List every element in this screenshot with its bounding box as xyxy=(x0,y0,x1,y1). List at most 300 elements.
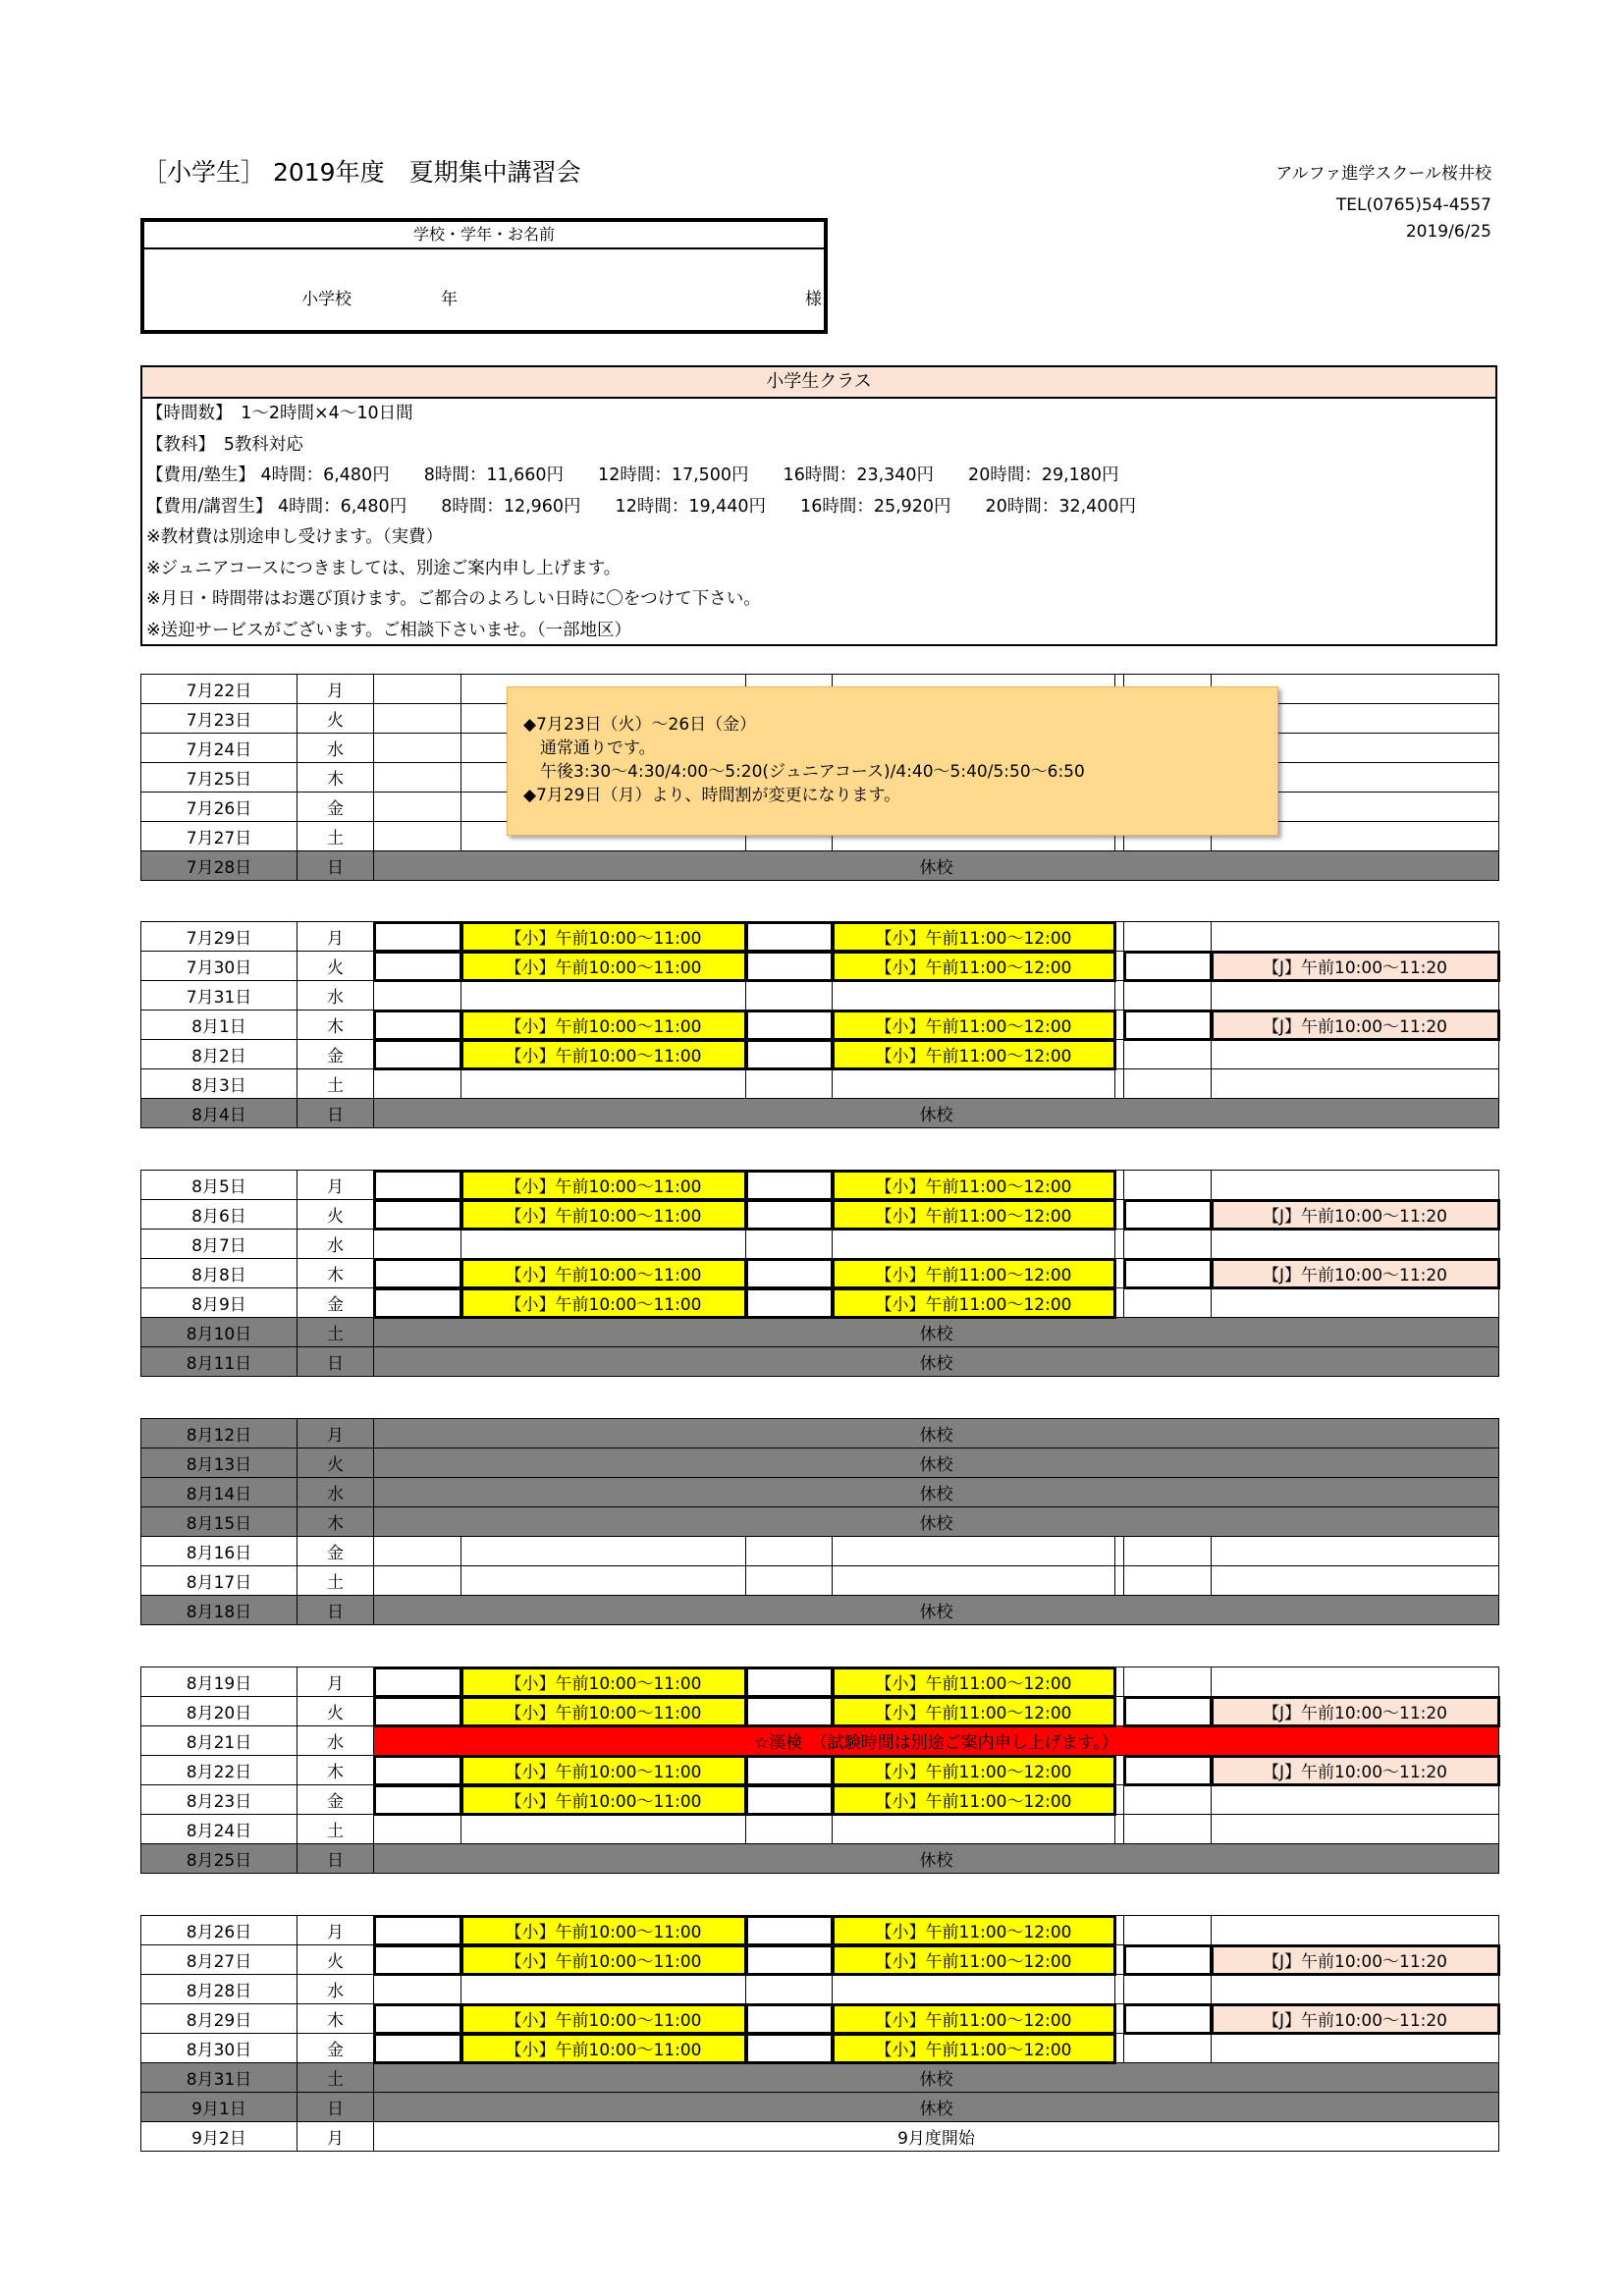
spacer-cell xyxy=(1115,981,1124,1011)
date-cell: 8月21日 xyxy=(141,1726,298,1756)
weekday-cell: 月 xyxy=(298,1171,374,1200)
slot-b-cell[interactable]: 【小】午前11:00～12:00 xyxy=(833,1011,1115,1040)
slot-a-cell[interactable]: 【小】午前10:00～11:00 xyxy=(461,1040,746,1069)
date-cell: 7月28日 xyxy=(141,851,298,881)
slot-j-cell[interactable] xyxy=(1212,1537,1499,1566)
date-cell: 7月22日 xyxy=(141,675,298,704)
slot-j-mark-cell[interactable] xyxy=(1124,1785,1212,1815)
table-row[interactable] xyxy=(141,2093,1499,2122)
slot-a-mark-cell[interactable] xyxy=(374,2004,461,2034)
slot-a-mark-cell[interactable] xyxy=(374,1667,461,1697)
slot-j-mark-cell[interactable] xyxy=(1124,1259,1212,1288)
slot-a-mark-cell[interactable] xyxy=(374,1040,461,1069)
weekday-cell: 月 xyxy=(298,675,374,704)
date-cell: 8月31日 xyxy=(141,2063,298,2093)
date-cell: 8月26日 xyxy=(141,1916,298,1945)
class-info-box xyxy=(140,365,1497,646)
slot-j-cell[interactable]: 【J】午前10:00～11:20 xyxy=(1212,1200,1499,1230)
date-cell: 7月31日 xyxy=(141,981,298,1011)
slot-j-cell[interactable] xyxy=(1212,1230,1499,1259)
slot-b-mark-cell[interactable] xyxy=(746,1916,833,1945)
table-row[interactable] xyxy=(141,1975,1499,2004)
slot-a-cell[interactable]: 【小】午前10:00～11:00 xyxy=(461,1259,746,1288)
slot-b-mark-cell[interactable] xyxy=(746,1785,833,1815)
weekday-cell: 日 xyxy=(298,1099,374,1128)
slot-b-cell[interactable]: 【小】午前11:00～12:00 xyxy=(833,1697,1115,1726)
slot-a-cell[interactable]: 【小】午前10:00～11:00 xyxy=(461,2004,746,2034)
spacer-cell xyxy=(1115,952,1124,981)
slot-j-mark-cell[interactable] xyxy=(1124,2034,1212,2063)
slot-j-mark-cell[interactable] xyxy=(1124,1040,1212,1069)
weekday-cell: 木 xyxy=(298,763,374,793)
slot-a-cell[interactable]: 【小】午前10:00～11:00 xyxy=(461,2034,746,2063)
slot-j-mark-cell[interactable] xyxy=(1124,1667,1212,1697)
slot-b-mark-cell[interactable] xyxy=(746,1815,833,1844)
slot-b-mark-cell[interactable] xyxy=(746,1200,833,1230)
slot-b-cell[interactable]: 【小】午前11:00～12:00 xyxy=(833,1288,1115,1318)
slot-a-cell[interactable] xyxy=(461,1566,746,1596)
slot-b-mark-cell[interactable] xyxy=(746,1040,833,1069)
slot-j-cell[interactable] xyxy=(1212,1975,1499,2004)
weekday-cell: 日 xyxy=(298,1347,374,1377)
spacer-cell xyxy=(1115,1200,1124,1230)
closed-cell: 休校 xyxy=(374,2093,1499,2122)
date-cell: 8月1日 xyxy=(141,1011,298,1040)
slot-a-mark-cell[interactable] xyxy=(374,1069,461,1099)
table-row[interactable] xyxy=(141,1200,1499,1230)
slot-a-mark-cell[interactable] xyxy=(374,1697,461,1726)
table-row[interactable] xyxy=(141,1171,1499,1200)
table-row[interactable] xyxy=(141,1288,1499,1318)
slot-b-cell[interactable] xyxy=(833,1815,1115,1844)
date-cell: 8月22日 xyxy=(141,1756,298,1785)
slot-j-mark-cell[interactable] xyxy=(1124,2004,1212,2034)
slot-j-mark-cell[interactable] xyxy=(1124,1916,1212,1945)
table-row[interactable] xyxy=(141,1537,1499,1566)
weekday-cell: 月 xyxy=(298,2122,374,2152)
slot-a-mark-cell[interactable] xyxy=(374,822,461,851)
slot-a-mark-cell[interactable] xyxy=(374,1916,461,1945)
table-row[interactable] xyxy=(141,851,1499,881)
date-cell: 8月3日 xyxy=(141,1069,298,1099)
slot-b-cell[interactable]: 【小】午前11:00～12:00 xyxy=(833,2004,1115,2034)
table-row[interactable] xyxy=(141,1844,1499,1874)
spacer-cell xyxy=(1115,1667,1124,1697)
slot-j-cell[interactable]: 【J】午前10:00～11:20 xyxy=(1212,1697,1499,1726)
table-row[interactable] xyxy=(141,1040,1499,1069)
date-cell: 8月14日 xyxy=(141,1478,298,1507)
slot-j-mark-cell[interactable] xyxy=(1124,1288,1212,1318)
weekday-cell: 火 xyxy=(298,1945,374,1975)
table-row[interactable] xyxy=(141,1318,1499,1347)
slot-a-cell[interactable]: 【小】午前10:00～11:00 xyxy=(461,1011,746,1040)
schedule-table xyxy=(140,921,1499,1128)
slot-b-mark-cell[interactable] xyxy=(746,1697,833,1726)
date-cell: 8月25日 xyxy=(141,1844,298,1874)
slot-b-cell[interactable] xyxy=(833,1975,1115,2004)
date-cell: 8月27日 xyxy=(141,1945,298,1975)
slot-a-cell[interactable]: 【小】午前10:00～11:00 xyxy=(461,952,746,981)
date-cell: 7月26日 xyxy=(141,793,298,822)
spacer-cell xyxy=(1115,1916,1124,1945)
class-info-heading: 小学生クラス xyxy=(142,367,1495,399)
table-row[interactable] xyxy=(141,1419,1499,1449)
table-row[interactable] xyxy=(141,1785,1499,1815)
slot-b-cell[interactable] xyxy=(833,1069,1115,1099)
slot-b-mark-cell[interactable] xyxy=(746,1171,833,1200)
slot-a-mark-cell[interactable] xyxy=(374,1756,461,1785)
table-row[interactable] xyxy=(141,981,1499,1011)
slot-b-cell[interactable]: 【小】午前11:00～12:00 xyxy=(833,1916,1115,1945)
weekday-cell: 木 xyxy=(298,1756,374,1785)
closed-cell: 休校 xyxy=(374,1596,1499,1625)
slot-j-mark-cell[interactable] xyxy=(1124,1975,1212,2004)
slot-a-mark-cell[interactable] xyxy=(374,952,461,981)
table-row[interactable] xyxy=(141,1230,1499,1259)
slot-b-mark-cell[interactable] xyxy=(746,1975,833,2004)
slot-b-mark-cell[interactable] xyxy=(746,981,833,1011)
slot-j-mark-cell[interactable] xyxy=(1124,952,1212,981)
slot-a-mark-cell[interactable] xyxy=(374,1537,461,1566)
slot-a-cell[interactable]: 【小】午前10:00～11:00 xyxy=(461,1945,746,1975)
slot-b-mark-cell[interactable] xyxy=(746,1230,833,1259)
table-row[interactable] xyxy=(141,1478,1499,1507)
table-row[interactable] xyxy=(141,952,1499,981)
slot-j-cell[interactable]: 【J】午前10:00～11:20 xyxy=(1212,1011,1499,1040)
spacer-cell xyxy=(1115,922,1124,952)
date-cell: 9月2日 xyxy=(141,2122,298,2152)
table-row[interactable] xyxy=(141,1697,1499,1726)
slot-a-mark-cell[interactable] xyxy=(374,1288,461,1318)
spacer-cell xyxy=(1115,1975,1124,2004)
slot-j-mark-cell[interactable] xyxy=(1124,1566,1212,1596)
spacer-cell xyxy=(1115,1040,1124,1069)
date-cell: 7月30日 xyxy=(141,952,298,981)
weekday-cell: 木 xyxy=(298,2004,374,2034)
date-cell: 9月1日 xyxy=(141,2093,298,2122)
closed-cell: 休校 xyxy=(374,1099,1499,1128)
slot-b-mark-cell[interactable] xyxy=(746,1537,833,1566)
table-row[interactable] xyxy=(141,1815,1499,1844)
slot-b-mark-cell[interactable] xyxy=(746,1945,833,1975)
spacer-cell xyxy=(1115,2034,1124,2063)
slot-a-mark-cell[interactable] xyxy=(374,1945,461,1975)
table-row[interactable] xyxy=(141,1756,1499,1785)
slot-b-mark-cell[interactable] xyxy=(746,2004,833,2034)
weekday-cell: 土 xyxy=(298,1069,374,1099)
slot-j-cell[interactable] xyxy=(1212,1040,1499,1069)
weekday-cell: 土 xyxy=(298,822,374,851)
schedule-note xyxy=(507,686,1278,836)
table-row[interactable] xyxy=(141,1069,1499,1099)
note-line: 午後3:30～4:30/4:00～5:20(ジュニアコース)/4:40～5:40/5:50～6:50 xyxy=(523,762,1085,782)
school-tel: TEL(0765)54-4557 xyxy=(1335,195,1491,215)
weekday-cell: 金 xyxy=(298,1537,374,1566)
date-cell: 8月12日 xyxy=(141,1419,298,1449)
spacer-cell xyxy=(1115,1566,1124,1596)
table-row[interactable] xyxy=(141,922,1499,952)
slot-b-cell[interactable]: 【小】午前11:00～12:00 xyxy=(833,1785,1115,1815)
slot-b-mark-cell[interactable] xyxy=(746,1011,833,1040)
slot-j-cell[interactable]: 【J】午前10:00～11:20 xyxy=(1212,1756,1499,1785)
table-row[interactable] xyxy=(141,1945,1499,1975)
slot-j-mark-cell[interactable] xyxy=(1124,1945,1212,1975)
slot-j-cell[interactable]: 【J】午前10:00～11:20 xyxy=(1212,1259,1499,1288)
spacer-cell xyxy=(1115,1537,1124,1566)
weekday-cell: 火 xyxy=(298,952,374,981)
slot-j-cell[interactable]: 【J】午前10:00～11:20 xyxy=(1212,952,1499,981)
spacer-cell xyxy=(1115,2004,1124,2034)
weekday-cell: 水 xyxy=(298,1478,374,1507)
slot-j-cell[interactable] xyxy=(1212,1916,1499,1945)
date-cell: 8月29日 xyxy=(141,2004,298,2034)
date-cell: 8月30日 xyxy=(141,2034,298,2063)
weekday-cell: 木 xyxy=(298,1507,374,1537)
closed-cell: 休校 xyxy=(374,1347,1499,1377)
spacer-cell xyxy=(1115,1815,1124,1844)
slot-j-mark-cell[interactable] xyxy=(1124,1756,1212,1785)
slot-a-cell[interactable]: 【小】午前10:00～11:00 xyxy=(461,1697,746,1726)
slot-b-mark-cell[interactable] xyxy=(746,1069,833,1099)
slot-b-cell[interactable]: 【小】午前11:00～12:00 xyxy=(833,952,1115,981)
slot-a-cell[interactable]: 【小】午前10:00～11:00 xyxy=(461,1200,746,1230)
class-info-line: 【費用/塾生】 4時間：6,480円 8時間：11,660円 12時間：17,500円 16時間：23,340円 20時間：29,180円 xyxy=(146,465,1119,485)
slot-a-mark-cell[interactable] xyxy=(374,1171,461,1200)
slot-j-cell[interactable] xyxy=(1212,1171,1499,1200)
spacer-cell xyxy=(1115,1171,1124,1200)
slot-b-cell[interactable]: 【小】午前11:00～12:00 xyxy=(833,1040,1115,1069)
date-cell: 8月10日 xyxy=(141,1318,298,1347)
slot-b-cell[interactable]: 【小】午前11:00～12:00 xyxy=(833,1200,1115,1230)
slot-a-cell[interactable]: 【小】午前10:00～11:00 xyxy=(461,922,746,952)
name-box[interactable] xyxy=(140,218,828,334)
slot-a-mark-cell[interactable] xyxy=(374,922,461,952)
weekday-cell: 水 xyxy=(298,981,374,1011)
slot-j-mark-cell[interactable] xyxy=(1124,981,1212,1011)
slot-j-cell[interactable] xyxy=(1212,1288,1499,1318)
slot-a-mark-cell[interactable] xyxy=(374,1011,461,1040)
slot-b-cell[interactable]: 【小】午前11:00～12:00 xyxy=(833,1171,1115,1200)
slot-b-cell[interactable] xyxy=(833,1566,1115,1596)
spacer-cell xyxy=(1115,1697,1124,1726)
slot-b-cell[interactable]: 【小】午前11:00～12:00 xyxy=(833,1756,1115,1785)
weekday-cell: 日 xyxy=(298,2093,374,2122)
grade-label: 年 xyxy=(441,290,458,309)
slot-j-cell[interactable] xyxy=(1212,1566,1499,1596)
slot-a-mark-cell[interactable] xyxy=(374,704,461,734)
spacer-cell xyxy=(1115,1945,1124,1975)
slot-a-mark-cell[interactable] xyxy=(374,793,461,822)
slot-a-mark-cell[interactable] xyxy=(374,1230,461,1259)
closed-cell: 休校 xyxy=(374,1478,1499,1507)
spacer-cell xyxy=(1115,1069,1124,1099)
slot-j-cell[interactable] xyxy=(1212,1069,1499,1099)
closed-cell: 休校 xyxy=(374,851,1499,881)
table-row[interactable] xyxy=(141,1449,1499,1478)
slot-a-mark-cell[interactable] xyxy=(374,2034,461,2063)
slot-j-mark-cell[interactable] xyxy=(1124,1069,1212,1099)
weekday-cell: 水 xyxy=(298,1975,374,2004)
weekday-cell: 日 xyxy=(298,1844,374,1874)
schedule-table xyxy=(140,1418,1499,1625)
slot-a-cell[interactable] xyxy=(461,1537,746,1566)
table-row[interactable] xyxy=(141,1566,1499,1596)
table-row[interactable] xyxy=(141,1916,1499,1945)
class-info-line: ※送迎サービスがございます。ご相談下さいませ。（一部地区） xyxy=(146,620,631,640)
weekday-cell: 金 xyxy=(298,793,374,822)
issue-date: 2019/6/25 xyxy=(1405,222,1491,242)
slot-j-cell[interactable] xyxy=(1212,981,1499,1011)
slot-a-cell[interactable]: 【小】午前10:00～11:00 xyxy=(461,1785,746,1815)
weekday-cell: 火 xyxy=(298,1449,374,1478)
slot-a-mark-cell[interactable] xyxy=(374,763,461,793)
slot-b-mark-cell[interactable] xyxy=(746,1756,833,1785)
weekday-cell: 金 xyxy=(298,1040,374,1069)
slot-b-cell[interactable]: 【小】午前11:00～12:00 xyxy=(833,1259,1115,1288)
slot-b-mark-cell[interactable] xyxy=(746,1259,833,1288)
schedule-table xyxy=(140,1667,1499,1874)
table-row[interactable] xyxy=(141,2034,1499,2063)
name-box-heading: 学校・学年・お名前 xyxy=(144,222,824,249)
weekday-cell: 火 xyxy=(298,1697,374,1726)
slot-b-cell[interactable] xyxy=(833,981,1115,1011)
slot-a-cell[interactable] xyxy=(461,1230,746,1259)
closed-cell: 休校 xyxy=(374,2063,1499,2093)
date-cell: 7月25日 xyxy=(141,763,298,793)
slot-b-cell[interactable]: 【小】午前11:00～12:00 xyxy=(833,922,1115,952)
slot-a-cell[interactable]: 【小】午前10:00～11:00 xyxy=(461,1288,746,1318)
table-row[interactable] xyxy=(141,2122,1499,2152)
weekday-cell: 水 xyxy=(298,1726,374,1756)
date-cell: 8月5日 xyxy=(141,1171,298,1200)
table-row[interactable] xyxy=(141,1259,1499,1288)
weekday-cell: 水 xyxy=(298,734,374,763)
slot-a-mark-cell[interactable] xyxy=(374,981,461,1011)
slot-a-cell[interactable]: 【小】午前10:00～11:00 xyxy=(461,1667,746,1697)
slot-b-cell[interactable] xyxy=(833,1230,1115,1259)
date-cell: 8月18日 xyxy=(141,1596,298,1625)
slot-b-mark-cell[interactable] xyxy=(746,922,833,952)
slot-j-cell[interactable] xyxy=(1212,1667,1499,1697)
date-cell: 8月4日 xyxy=(141,1099,298,1128)
weekday-cell: 日 xyxy=(298,1596,374,1625)
table-row[interactable] xyxy=(141,1507,1499,1537)
table-row[interactable] xyxy=(141,1099,1499,1128)
date-cell: 8月2日 xyxy=(141,1040,298,1069)
date-cell: 8月11日 xyxy=(141,1347,298,1377)
table-row[interactable] xyxy=(141,1011,1499,1040)
slot-a-cell[interactable]: 【小】午前10:00～11:00 xyxy=(461,1756,746,1785)
date-cell: 8月7日 xyxy=(141,1230,298,1259)
weekday-cell: 火 xyxy=(298,1200,374,1230)
slot-a-mark-cell[interactable] xyxy=(374,1785,461,1815)
slot-j-mark-cell[interactable] xyxy=(1124,1697,1212,1726)
date-cell: 8月6日 xyxy=(141,1200,298,1230)
slot-a-cell[interactable] xyxy=(461,1815,746,1844)
kanken-cell: ☆漢検 （試験時間は別途ご案内申し上げます。） xyxy=(374,1726,1499,1756)
weekday-cell: 金 xyxy=(298,1288,374,1318)
closed-cell: 休校 xyxy=(374,1419,1499,1449)
date-cell: 8月19日 xyxy=(141,1667,298,1697)
slot-a-mark-cell[interactable] xyxy=(374,1200,461,1230)
slot-j-mark-cell[interactable] xyxy=(1124,1200,1212,1230)
school-name: アルファ進学スクール桜井校 xyxy=(1275,164,1491,184)
slot-j-cell[interactable] xyxy=(1212,2034,1499,2063)
weekday-cell: 月 xyxy=(298,1667,374,1697)
table-row[interactable] xyxy=(141,1596,1499,1625)
schedule-table xyxy=(140,1915,1499,2152)
slot-j-cell[interactable] xyxy=(1212,922,1499,952)
table-row[interactable] xyxy=(141,1347,1499,1377)
slot-j-cell[interactable] xyxy=(1212,1785,1499,1815)
weekday-cell: 木 xyxy=(298,1259,374,1288)
slot-j-cell[interactable]: 【J】午前10:00～11:20 xyxy=(1212,2004,1499,2034)
slot-b-cell[interactable]: 【小】午前11:00～12:00 xyxy=(833,1945,1115,1975)
weekday-cell: 月 xyxy=(298,922,374,952)
date-cell: 8月9日 xyxy=(141,1288,298,1318)
slot-j-mark-cell[interactable] xyxy=(1124,1011,1212,1040)
slot-j-mark-cell[interactable] xyxy=(1124,1230,1212,1259)
slot-b-mark-cell[interactable] xyxy=(746,1566,833,1596)
slot-b-mark-cell[interactable] xyxy=(746,952,833,981)
slot-b-mark-cell[interactable] xyxy=(746,1667,833,1697)
slot-a-cell[interactable] xyxy=(461,981,746,1011)
spacer-cell xyxy=(1115,1230,1124,1259)
slot-b-cell[interactable]: 【小】午前11:00～12:00 xyxy=(833,1667,1115,1697)
table-row[interactable] xyxy=(141,2063,1499,2093)
slot-j-mark-cell[interactable] xyxy=(1124,1171,1212,1200)
slot-a-mark-cell[interactable] xyxy=(374,1975,461,2004)
school-label: 小学校 xyxy=(301,290,352,309)
slot-b-mark-cell[interactable] xyxy=(746,2034,833,2063)
table-row[interactable] xyxy=(141,1726,1499,1756)
date-cell: 8月8日 xyxy=(141,1259,298,1288)
slot-j-cell[interactable] xyxy=(1212,1815,1499,1844)
slot-b-cell[interactable] xyxy=(833,1537,1115,1566)
slot-b-mark-cell[interactable] xyxy=(746,1288,833,1318)
weekday-cell: 土 xyxy=(298,2063,374,2093)
table-row[interactable] xyxy=(141,1667,1499,1697)
weekday-cell: 土 xyxy=(298,1566,374,1596)
slot-a-cell[interactable]: 【小】午前10:00～11:00 xyxy=(461,1171,746,1200)
slot-a-mark-cell[interactable] xyxy=(374,734,461,763)
slot-j-mark-cell[interactable] xyxy=(1124,1815,1212,1844)
weekday-cell: 土 xyxy=(298,1815,374,1844)
slot-a-mark-cell[interactable] xyxy=(374,1566,461,1596)
closed-cell: 休校 xyxy=(374,1449,1499,1478)
closed-cell: 休校 xyxy=(374,1844,1499,1874)
slot-j-cell[interactable]: 【J】午前10:00～11:20 xyxy=(1212,1945,1499,1975)
class-info-line: ※ジュニアコースにつきましては、別途ご案内申し上げます。 xyxy=(146,558,622,578)
slot-j-mark-cell[interactable] xyxy=(1124,1537,1212,1566)
slot-a-cell[interactable] xyxy=(461,1069,746,1099)
table-row[interactable] xyxy=(141,2004,1499,2034)
class-info-line: 【費用/講習生】 4時間：6,480円 8時間：12,960円 12時間：19,440円 16時間：25,920円 20時間：32,400円 xyxy=(146,496,1137,517)
slot-a-mark-cell[interactable] xyxy=(374,1259,461,1288)
class-info-line: ※教材費は別途申し受けます。（実費） xyxy=(146,527,444,547)
honorific-label: 様 xyxy=(805,290,822,309)
slot-a-cell[interactable]: 【小】午前10:00～11:00 xyxy=(461,1916,746,1945)
slot-a-mark-cell[interactable] xyxy=(374,675,461,704)
note-line: ◆7月23日（火）～26日（金） xyxy=(523,715,757,735)
slot-b-cell[interactable]: 【小】午前11:00～12:00 xyxy=(833,2034,1115,2063)
slot-j-mark-cell[interactable] xyxy=(1124,922,1212,952)
slot-a-cell[interactable] xyxy=(461,1975,746,2004)
date-cell: 8月16日 xyxy=(141,1537,298,1566)
class-info-line: 【教科】 5教科対応 xyxy=(146,434,303,455)
slot-a-mark-cell[interactable] xyxy=(374,1815,461,1844)
class-info-line: 【時間数】 1～2時間×4～10日間 xyxy=(146,404,413,423)
